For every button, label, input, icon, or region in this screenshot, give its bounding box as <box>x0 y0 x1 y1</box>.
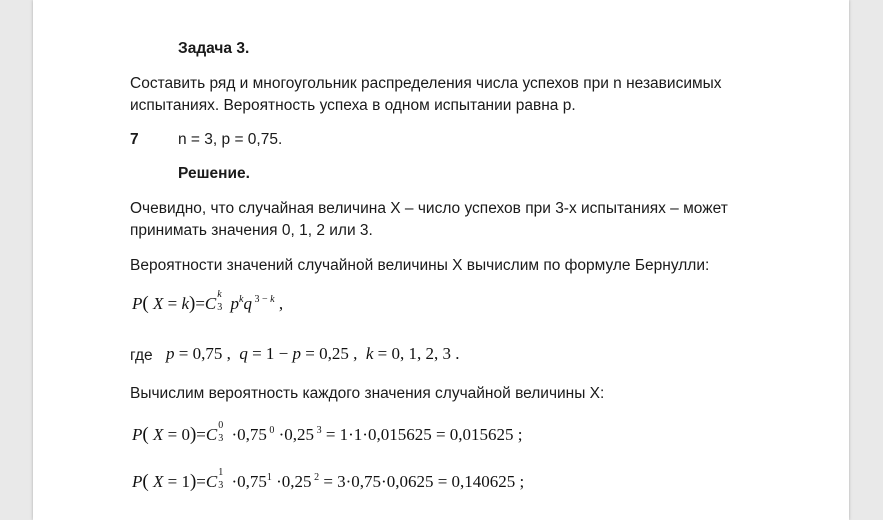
document-page <box>33 0 849 520</box>
probability-x-0-formula: P( X = 0)=C 0 3 ·0,75 $^0$ ·0,25 $^3$ = 1·1·0,015625 = 0,015625 ; <box>132 420 523 445</box>
parameters-formula: p = 0,75 , q = 1 − p = 0,25 , k = 0, 1, 2, 3 . <box>166 344 460 363</box>
solution-paragraph-2: Вероятности значений случайной величины Х вычислим по формуле Бернулли: <box>130 257 710 274</box>
bernoulli-formula: P( X = k)=C k 3 $p^kq$ $^{3 - k}$ , <box>132 289 284 314</box>
task-title: Задача 3. <box>178 40 250 57</box>
task-statement-line-2: испытаниях. Вероятность успеха в одном испытании равна p. <box>130 97 576 114</box>
variant-params: n = 3, p = 0,75. <box>178 131 283 148</box>
where-prefix: где <box>130 347 153 364</box>
task-statement-line-1: Составить ряд и многоугольник распределения числа успехов при n независимых <box>130 75 722 92</box>
variant-number: 7 <box>130 131 139 148</box>
solution-paragraph-3: Вычислим вероятность каждого значения случайной величины Х: <box>130 385 605 402</box>
probability-x-1-formula: P( X = 1)=C 1 3 $\cdot 0,75^1 \cdot 0,25$ $^2$ = 3·0,75·0,0625 = 0,140625 ; <box>132 467 525 492</box>
solution-paragraph-1-line-2: принимать значения 0, 1, 2 или 3. <box>130 222 373 239</box>
solution-heading: Решение. <box>178 165 250 182</box>
solution-paragraph-1-line-1: Очевидно, что случайная величина Х – число успехов при 3-х испытаниях – может <box>130 200 728 217</box>
